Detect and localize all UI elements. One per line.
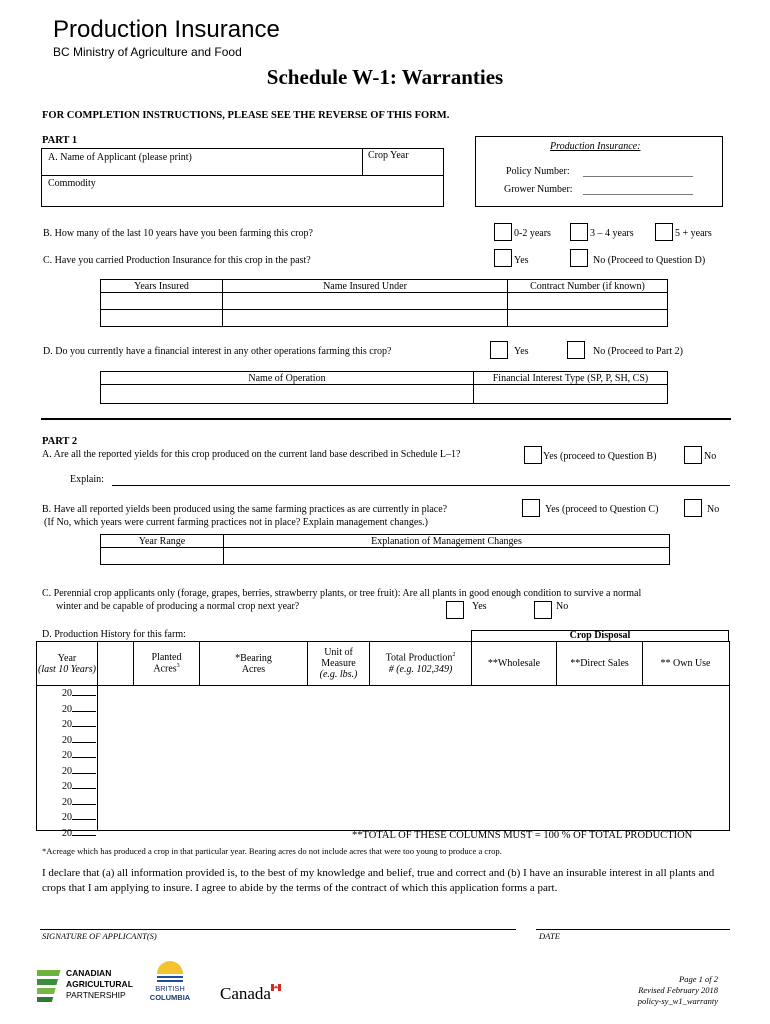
p2-question-c: C. Perennial crop applicants only (forage, grapes, berries, strawberry plants, or tree fruit): Are all plants in good enough condition to survive a normal <box>42 588 642 599</box>
p1-question-d: D. Do you currently have a financial interest in any other operations farming this crop? <box>43 346 392 357</box>
col-name-insured-under: Name Insured Under <box>323 280 407 292</box>
canadian-agricultural-partnership-logo <box>37 968 133 1006</box>
col-financial-interest-type: Financial Interest Type (SP, P, SH, CS) <box>492 372 649 384</box>
bc-sun-icon <box>155 960 185 984</box>
col-year: Year <box>57 652 77 664</box>
declaration-text: I declare that (a) all information provided is, to the best of my knowledge and belief, true and correct and (b) I have an insurable interest in all plants and crops that I am applying to insure. I agree to abide by the terms of the contract of which this application forms a part. <box>42 867 715 894</box>
col-unit-line2: Measure <box>321 658 356 669</box>
commodity-label: Commodity <box>48 178 96 189</box>
crop-year-label: Crop Year <box>368 150 409 161</box>
table-cell[interactable] <box>508 293 668 310</box>
col-years-insured: Years Insured <box>134 280 189 292</box>
p1-question-c: C. Have you carried Production Insurance for this crop in the past? <box>43 255 311 266</box>
policy-number-field[interactable]: ______________________ <box>583 167 693 178</box>
p2-question-b: B. Have all reported yields been produced using the same farming practices as are currently in place? <box>42 504 448 515</box>
year-row[interactable]: 20 <box>62 748 96 764</box>
p2b-no-label: No <box>707 504 720 515</box>
p2-question-d: D. Production History for this farm: <box>42 629 186 640</box>
page-number: Page 1 of 2 <box>679 974 718 984</box>
grower-number-field[interactable]: ______________________ <box>583 185 693 196</box>
table-cell[interactable] <box>508 310 668 327</box>
financial-interest-table <box>100 371 668 404</box>
acreage-note: *Acreage which has produced a crop in that particular year. Bearing acres do not include acres that were too young to produce a crop. <box>42 846 502 856</box>
p2a-no-label: No <box>704 451 717 462</box>
col-unit: Unit of <box>324 647 353 658</box>
cap-leaf-icon <box>37 968 63 1004</box>
cap-line2: AGRICULTURAL <box>66 979 133 989</box>
year-row[interactable]: 20 <box>62 733 96 749</box>
p1-question-b: B. How many of the last 10 years have you been farming this crop? <box>43 228 313 239</box>
form-title: Production Insurance <box>53 16 280 43</box>
p1d-no-checkbox[interactable] <box>567 341 585 359</box>
explain-field[interactable] <box>112 485 730 486</box>
crop-disposal-header: Crop Disposal <box>569 630 631 641</box>
revised-date: Revised February 2018 <box>638 985 718 995</box>
year-row[interactable]: 20 <box>62 795 96 811</box>
cap-line1: CANADIAN <box>66 968 112 978</box>
table-cell[interactable] <box>101 548 224 565</box>
p2b-yes-label: Yes (proceed to Question C) <box>545 504 659 515</box>
p1d-yes-checkbox[interactable] <box>490 341 508 359</box>
section-divider <box>41 418 731 420</box>
document-id: policy-sy_w1_warranty <box>637 996 718 1006</box>
table-cell[interactable] <box>224 548 670 565</box>
p1d-yes-label: Yes <box>514 346 529 357</box>
p2c-no-label: No <box>556 601 569 612</box>
applicant-name-field[interactable] <box>44 164 358 174</box>
years-0-2-checkbox[interactable] <box>494 223 512 241</box>
p1c-yes-checkbox[interactable] <box>494 249 512 267</box>
policy-number-label: Policy Number: <box>506 166 570 177</box>
ministry-name: BC Ministry of Agriculture and Food <box>53 45 242 59</box>
applicant-name-label: A. Name of Applicant (please print) <box>48 152 192 163</box>
col-year-range: Year Range <box>138 535 186 547</box>
years-5-plus-checkbox[interactable] <box>655 223 673 241</box>
british-columbia-logo <box>144 960 196 1006</box>
schedule-title: Schedule W-1: Warranties <box>266 65 504 89</box>
date-label: DATE <box>539 931 560 941</box>
col-year-sub: (last 10 Years) <box>38 663 96 675</box>
col-explanation: Explanation of Management Changes <box>371 535 522 547</box>
col-unit-sub: (e.g. lbs.) <box>319 669 358 680</box>
table-cell[interactable] <box>101 293 223 310</box>
cap-line3: PARTNERSHIP <box>66 990 126 1000</box>
bc-line2: COLUMBIA <box>149 993 191 1002</box>
p1c-yes-label: Yes <box>514 255 529 266</box>
year-row[interactable]: 20 <box>62 702 96 718</box>
pi-box-title: Production Insurance: <box>550 141 641 152</box>
col-own-use: ** Own Use <box>660 658 711 669</box>
table-cell[interactable] <box>223 293 508 310</box>
signature-field[interactable] <box>40 929 516 930</box>
part1-label: PART 1 <box>42 135 78 146</box>
col-bearing: *Bearing <box>235 652 272 664</box>
date-field[interactable] <box>536 929 730 930</box>
p2b-yes-checkbox[interactable] <box>522 499 540 517</box>
year-row[interactable]: 20 <box>62 826 96 842</box>
col-planted: Planted <box>151 652 182 664</box>
table-cell[interactable] <box>223 310 508 327</box>
col-total-sub: # (e.g. 102,349) <box>388 663 453 675</box>
crop-year-field[interactable] <box>366 162 438 174</box>
canada-wordmark-text: Canada <box>220 984 271 1003</box>
col-name-of-operation: Name of Operation <box>248 372 326 384</box>
years-3-4-checkbox[interactable] <box>570 223 588 241</box>
canada-wordmark <box>220 984 281 1004</box>
signature-label: SIGNATURE OF APPLICANT(S) <box>42 931 157 941</box>
col-wholesale: **Wholesale <box>487 658 541 669</box>
instructions-note: FOR COMPLETION INSTRUCTIONS, PLEASE SEE THE REVERSE OF THIS FORM. <box>42 110 450 121</box>
p2-question-c-line2: winter and be capable of producing a normal crop next year? <box>56 601 300 612</box>
p1c-no-label: No (Proceed to Question D) <box>593 255 706 266</box>
grower-number-label: Grower Number: <box>504 184 573 195</box>
table-cell[interactable] <box>101 385 474 404</box>
table-cell[interactable] <box>101 310 223 327</box>
management-changes-table <box>100 534 670 565</box>
col-direct-sales: **Direct Sales <box>570 658 629 669</box>
col-total-production: Total Production <box>385 652 453 664</box>
year-row[interactable]: 20 <box>62 779 96 795</box>
p2a-yes-label: Yes (proceed to Question B) <box>543 451 657 462</box>
canada-flag-icon <box>271 984 281 996</box>
total-columns-note: **TOTAL OF THESE COLUMNS MUST = 100 % OF TOTAL PRODUCTION <box>352 830 693 841</box>
bc-line1: BRITISH <box>155 984 185 993</box>
p2-question-b-note: (If No, which years were current farming practices not in place? Explain management changes.) <box>44 517 428 528</box>
years-3-4-label: 3 – 4 years <box>590 228 634 239</box>
col-contract-number: Contract Number (if known) <box>530 280 645 292</box>
p2c-no-checkbox[interactable] <box>534 601 552 619</box>
col-planted-sub: Acres <box>153 663 177 675</box>
part2-label: PART 2 <box>42 436 78 447</box>
p2a-no-checkbox[interactable] <box>684 446 702 464</box>
year-row[interactable]: 20 <box>62 764 96 780</box>
p2c-yes-label: Yes <box>472 601 487 612</box>
p2c-yes-checkbox[interactable] <box>446 601 464 619</box>
explain-label: Explain: <box>70 474 104 485</box>
year-row[interactable]: 20 <box>62 686 96 702</box>
insurance-history-table <box>100 279 668 327</box>
year-row[interactable]: 20 <box>62 810 96 826</box>
p1d-no-label: No (Proceed to Part 2) <box>593 346 683 357</box>
table-cell[interactable] <box>474 385 668 404</box>
col-bearing-sub: Acres <box>241 663 266 675</box>
p2b-no-checkbox[interactable] <box>684 499 702 517</box>
p2-question-a: A. Are all the reported yields for this crop produced on the current land base described in Schedule L–1? <box>42 449 461 460</box>
p2a-yes-checkbox[interactable] <box>524 446 542 464</box>
p1c-no-checkbox[interactable] <box>570 249 588 267</box>
years-5-plus-label: 5 + years <box>675 228 712 239</box>
year-row[interactable]: 20 <box>62 717 96 733</box>
commodity-field[interactable] <box>44 190 438 202</box>
years-0-2-label: 0-2 years <box>514 228 551 239</box>
